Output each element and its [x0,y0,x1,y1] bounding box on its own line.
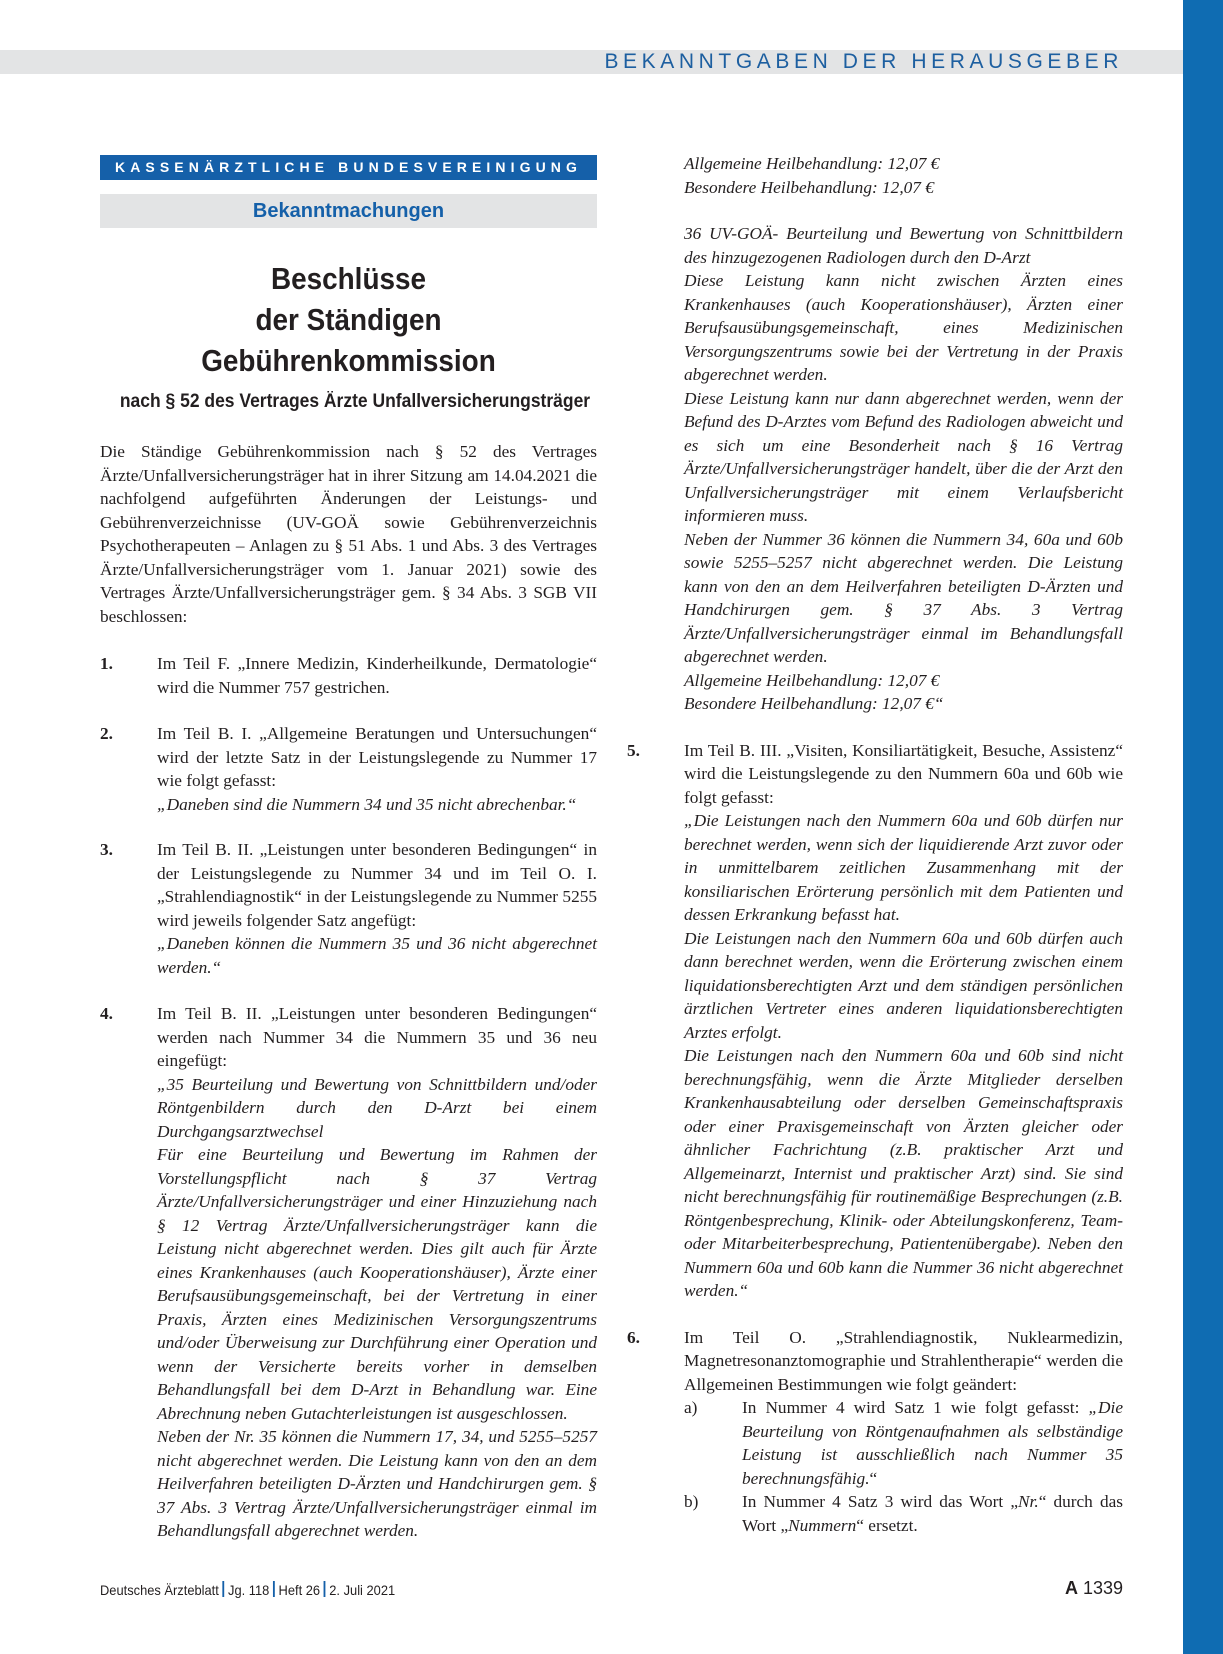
item-number: 2. [100,724,113,743]
journal-date: 2. Juli 2021 [329,1582,396,1598]
item-quote-paragraph: Die Leistungen nach den Nummern 60a und 60b sind nicht berechnungsfähig, wenn die Ärzte Mitglieder derselben Krankenhausabteilung oder derselben Gemeinschaftspraxis oder einer Praxisgemeinschaft von Ärzten gleicher oder ähnlicher Fachrichtung (z.B. praktischer Arzt und Allgemeinarzt, Internist und praktischer Arzt) sind. Sie sind nicht berechnungsfähig für routinemäßige Besprechungen (z.B. Röntgenbesprechung, Klinik- oder Abteilungskonferenz, Team- oder Mitarbeiterbesprechung, Patientenübergabe). Neben den Nummern 60a und 60b kann die Nummer 36 nicht abgerechnet werden.“ [684,1046,1123,1300]
page-number-value: 1339 [1082,1578,1123,1598]
resolution-item-3 [100,838,597,979]
item-text: Im Teil B. II. „Leistungen unter besonderen Bedingungen“ werden nach Nummer 34 die Nummern 35 und 36 neu eingefügt: [157,1004,597,1070]
fee-line: Allgemeine Heilbehandlung: 12,07 € [684,154,940,173]
article-subtitle: nach § 52 des Vertrages Ärzte Unfallversicherungsträger [119,391,591,412]
sub-item-a [684,1396,1123,1490]
page-number [1065,1577,1123,1599]
item-quote: „Daneben sind die Nummern 34 und 35 nicht abrechenbar.“ [157,794,577,814]
item-text: Im Teil O. „Strahlendiagnostik, Nuklearmedizin, Magnetresonanztomographie und Strahlentherapie“ werden die Allgemeinen Bestimmungen wie folgt geändert: [684,1327,1123,1394]
sub-item-text: “ ersetzt. [856,1515,918,1535]
item-text: Im Teil B. III. „Visiten, Konsiliartätigkeit, Besuche, Assistenz“ wird die Leistungslegende zu den Nummern 60a und 60b wie folgt gefasst: [684,740,1123,807]
journal-name: Deutsches Ärzteblatt [100,1582,219,1598]
item-number: 4. [100,1004,113,1023]
right-column [627,152,1123,1537]
footer-separator [324,1581,326,1597]
category-banner: Bekanntmachungen [100,194,597,228]
journal-issue: Heft 26 [278,1582,321,1598]
sub-item-b [684,1490,1123,1537]
item-number: 3. [100,840,113,859]
sub-item-quote: „Die Beurteilung von Röntgenaufnahmen als selbständige Leistung ist ausschließlich nach Nummer 35 berechnungsfähig. [742,1398,1123,1488]
item-quote: „Daneben können die Nummern 35 und 36 nicht abgerechnet werden.“ [157,934,597,977]
item-quote-paragraph: Diese Leistung kann nur dann abgerechnet werden, wenn der Befund des D-Arztes vom Befund des Radiologen abweicht und es sich um eine Besonderheit nach § 16 Vertrag Ärzte/Unfallversicherungsträger handelt, über die der Arzt den Unfallversicherungsträger mit einem Verlaufsbericht informieren muss. [684,388,1123,525]
closing-quote: “ [869,1468,878,1488]
item-quote-paragraph: Für eine Beurteilung und Bewertung im Rahmen der Vorstellungspflicht nach § 37 Vertrag Ärzte/Unfallversicherungsträger und einer Hinzuziehung nach § 12 Vertrag Ärzte/Unfallversicherungsträger kann die Leistung nicht abgerechnet werden. Dies gilt auch für Ärzte eines Krankenhauses (auch Kooperationshäuser), Ärzte einer Berufsausübungsgemeinschaft, bei der Vertretung in einer Praxis, Ärzten eines Medizinischen Versorgungszentrums und/oder Überweisung zur Durchführung einer Operation und wenn der Versicherte bereits vorher in demselben Behandlungsfall bei dem D-Arzt in Behandlung war. Eine Abrechnung neben Gutachterleistungen ist ausgeschlossen. [157,1145,597,1423]
title-line-1: Beschlüsse [270,261,427,296]
sub-item-text: “ durch das Wort „ [742,1492,1123,1535]
item-quote-paragraph: Neben der Nummer 36 können die Nummern 34, 60a und 60b sowie 5255–5257 nicht abgerechnet werden. Die Leistung kann von den an dem Heilverfahren beteiligten D-Ärzten und Handchirurgen gem. § 37 Abs. 3 Vertrag Ärzte/Unfallversicherungsträger einmal im Behandlungsfall abgerechnet werden. [684,529,1123,666]
fee-line: Besondere Heilbehandlung: 12,07 € [684,177,934,197]
article-title [125,258,572,381]
footer-separator [223,1581,225,1597]
item-quote-paragraph: Diese Leistung kann nicht zwischen Ärzten eines Krankenhauses (auch Kooperationshäuser), Ärzten einer Berufsausübungsgemeinschaft, eines Medizinischen Versorgungszentrums sowie bei der Vertretung in der Praxis abgerechnet werden. [684,271,1123,384]
sub-item-letter: a) [684,1398,698,1417]
fee-line: Allgemeine Heilbehandlung: 12,07 € [684,670,940,690]
journal-volume: Jg. 118 [228,1582,270,1598]
intro-paragraph: Die Ständige Gebührenkommission nach § 52 des Vertrages Ärzte/Unfallversicherungsträger hat in ihrer Sitzung am 14.04.2021 die nachfolgend aufgeführten Änderungen der Leistungs- und Gebührenverzeichnisse (UV-GOÄ sowie Gebührenverzeichnis Psychotherapeuten – Anlagen zu § 51 Abs. 1 und Abs. 3 des Vertrages Ärzte/Unfallversicherungsträger vom 1. Januar 2021) sowie des Vertrages Ärzte/Unfallversicherungsträger gem. § 34 Abs. 3 SGB VII beschlossen: [100,442,597,626]
footer-citation [100,1581,395,1599]
resolution-item-5 [627,739,1123,1303]
resolution-item-2 [100,722,597,816]
organization-banner: KASSENÄRZTLICHE BUNDESVEREINIGUNG [100,155,597,180]
resolution-item-1 [100,652,597,699]
resolution-item-6 [627,1326,1123,1538]
item-quote-paragraph: „35 Beurteilung und Bewertung von Schnittbildern und/oder Röntgenbildern durch den D-Arzt bei einem Durchgangsarztwechsel [157,1074,597,1141]
item-quote-paragraph: 36 UV-GOÄ- Beurteilung und Bewertung von Schnittbildern des hinzugezogenen Radiologen durch den D-Arzt [684,224,1123,267]
sub-item-text: In Nummer 4 Satz 3 wird das Wort „ [742,1492,1019,1511]
item-quote-paragraph: Die Leistungen nach den Nummern 60a und 60b dürfen auch dann berechnet werden, wenn die Erörterung zwischen einem liquidationsberechtigten Arzt und dem ständigen persönlichen ärztlichen Vertreter eines anderen liquidationsberechtigten Arztes erfolgt. [684,928,1123,1042]
sub-item-letter: b) [684,1492,699,1511]
side-color-bar [1183,0,1223,1654]
page-prefix: A [1064,1578,1078,1598]
resolution-item-4-continued [627,152,1123,716]
left-column [100,155,597,1543]
item-quote-paragraph: „Die Leistungen nach den Nummern 60a und 60b dürfen nur berechnet werden, wenn sich der liquidierende Arzt zuvor oder in unmittelbarem zeitlichen Zusammenhang mit der konsiliarischen Erörterung persönlich mit dem Patienten und dessen Erkrankung befasst hat. [684,811,1123,924]
fee-line: Besondere Heilbehandlung: 12,07 €“ [684,694,944,713]
quoted-word: Nummern [788,1515,857,1535]
footer-separator [273,1581,275,1597]
item-text: Im Teil B. II. „Leistungen unter besonderen Bedingungen“ in der Leistungslegende zu Nummer 34 und im Teil O. I. „Strahlendiagnostik“ in der Leistungslegende zu Nummer 5255 wird jeweils folgender Satz angefügt: [157,840,597,930]
item-number: 6. [627,1327,640,1347]
item-text: Im Teil F. „Innere Medizin, Kinderheilkunde, Dermatologie“ wird die Nummer 757 gestrichen. [157,654,597,697]
sub-item-list [684,1396,1123,1537]
item-quote-paragraph: Neben der Nr. 35 können die Nummern 17, 34, und 5255–5257 nicht abgerechnet werden. Die Leistung kann von den an dem Heilverfahren beteiligten D-Ärzten und Handchirurgen gem. § 37 Abs. 3 Vertrag Ärzte/Unfallversicherungsträger einmal im Behandlungsfall abgerechnet werden. [157,1427,597,1540]
title-line-2: der Ständigen Gebührenkommission [201,302,496,378]
resolution-item-4 [100,1002,597,1543]
item-text: Im Teil B. I. „Allgemeine Beratungen und Untersuchungen“ wird der letzte Satz in der Leistungslegende zu Nummer 17 wie folgt gefasst: [157,724,597,790]
quoted-word: Nr. [1018,1492,1039,1511]
item-number: 1. [100,654,113,673]
item-number: 5. [627,740,640,760]
section-header: BEKANNTGABEN DER HERAUSGEBER [604,50,1123,73]
sub-item-text: In Nummer 4 wird Satz 1 wie folgt gefasst: [742,1398,1089,1417]
